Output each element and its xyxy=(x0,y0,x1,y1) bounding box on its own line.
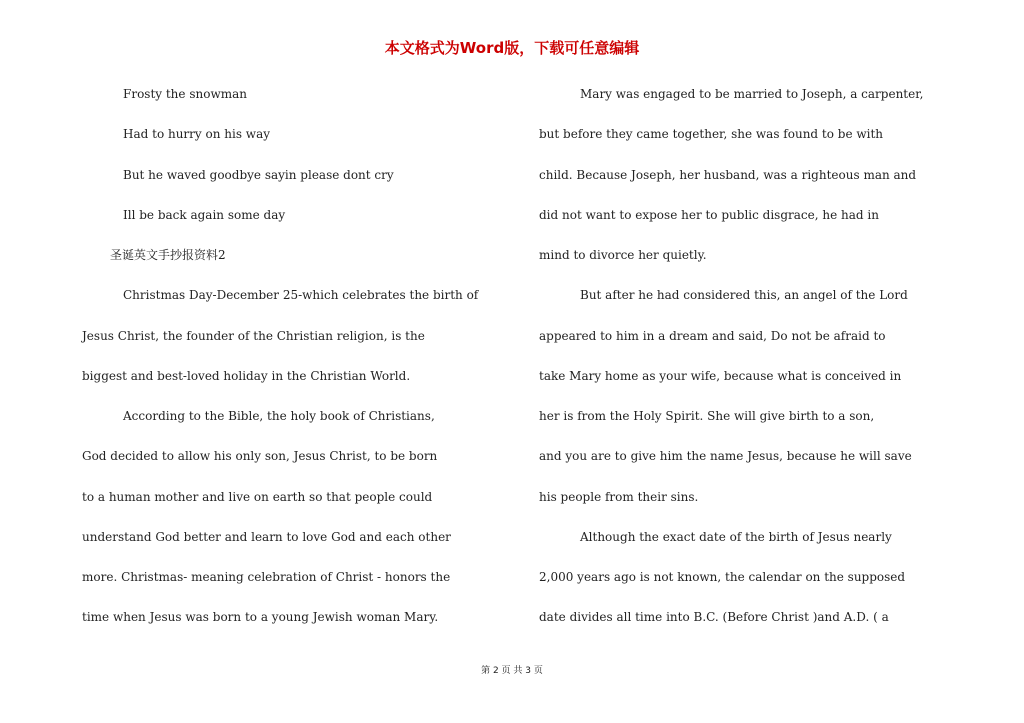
text-line: his people from their sins. xyxy=(539,489,699,504)
text-line: did not want to expose her to public disgrace, he had in xyxy=(539,207,879,222)
right-column xyxy=(539,84,959,648)
document-header: 本文格式为Word版，下载可任意编辑 xyxy=(384,39,640,57)
text-line: but before they came together, she was found to be with xyxy=(539,127,884,142)
text-line: Jesus Christ, the founder of the Christian religion, is the xyxy=(82,328,425,343)
text-line: Christmas Day-December 25-which celebrates the birth of xyxy=(123,288,479,303)
text-line: Mary was engaged to be married to Joseph, a carpenter, xyxy=(580,87,924,101)
text-line: biggest and best-loved holiday in the Christian World. xyxy=(82,368,411,383)
text-line: time when Jesus was born to a young Jewish woman Mary. xyxy=(82,610,439,625)
section-heading: 圣诞英文手抄报资料2 xyxy=(110,248,226,262)
text-line: mind to divorce her quietly. xyxy=(539,248,707,262)
text-line: Had to hurry on his way xyxy=(123,127,271,142)
text-line: According to the Bible, the holy book of Christians, xyxy=(123,409,435,423)
text-line: Frosty the snowman xyxy=(123,87,247,101)
left-column xyxy=(82,84,512,648)
text-line: and you are to give him the name Jesus, because he will save xyxy=(539,449,912,464)
text-line: But he waved goodbye sayin please dont cry xyxy=(123,167,394,182)
text-line: God decided to allow his only son, Jesus Christ, to be born xyxy=(82,449,438,464)
text-line: child. Because Joseph, her husband, was a righteous man and xyxy=(539,167,917,182)
page-number: 第 2 页 共 3 页 xyxy=(481,666,543,676)
text-line: her is from the Holy Spirit. She will give birth to a son, xyxy=(539,409,875,423)
text-line: date divides all time into B.C. (Before Christ )and A.D. ( a xyxy=(539,610,889,625)
text-line: more. Christmas- meaning celebration of Christ - honors the xyxy=(82,570,451,584)
text-line: take Mary home as your wife, because what is conceived in xyxy=(539,368,902,383)
text-line: Although the exact date of the birth of Jesus nearly xyxy=(580,529,892,544)
text-line: Ill be back again some day xyxy=(123,207,286,222)
text-line: to a human mother and live on earth so that people could xyxy=(82,489,433,504)
text-line: understand God better and learn to love God and each other xyxy=(82,529,451,544)
text-line: But after he had considered this, an angel of the Lord xyxy=(580,288,908,303)
text-line: 2,000 years ago is not known, the calendar on the supposed xyxy=(539,570,906,584)
text-line: appeared to him in a dream and said, Do not be afraid to xyxy=(539,328,886,343)
